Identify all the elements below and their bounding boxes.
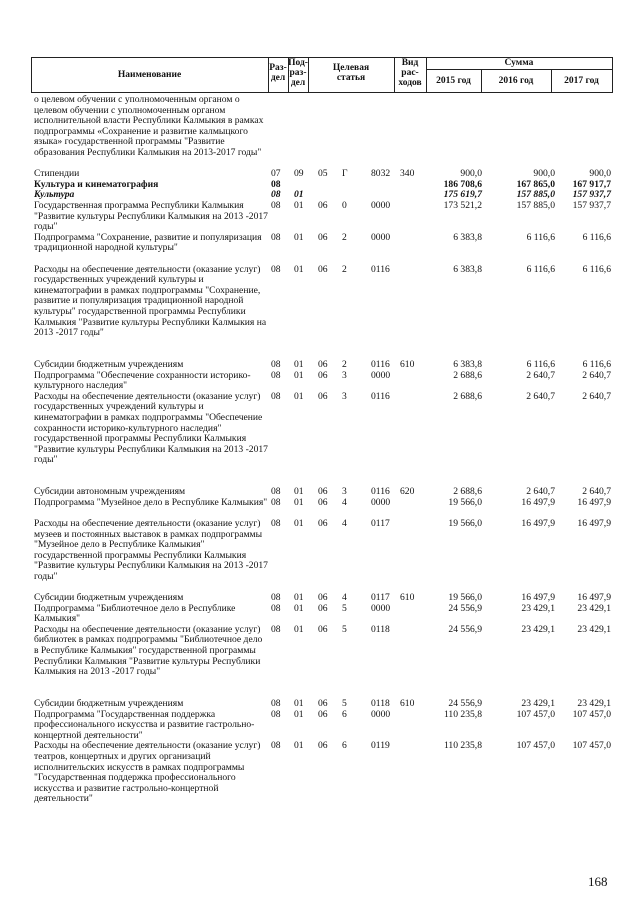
cell-b: 2 (342, 358, 347, 370)
cell-s3: 107 457,0 (572, 708, 611, 720)
header-2015: 2015 год (436, 76, 471, 86)
table-row (0, 95, 640, 169)
row-name: Подпрограмма "Музейное дело в Республике Калмыкия" (34, 496, 268, 508)
cell-s1: 2 688,6 (453, 390, 482, 402)
cell-b: 5 (342, 623, 347, 635)
cell-a: 05 (318, 168, 328, 180)
cell-a: 06 (318, 486, 328, 498)
cell-d: 0119 (371, 740, 390, 752)
row-name: Субсидии автономным учреждениям (34, 486, 186, 498)
cell-s1: 6 383,8 (453, 231, 482, 243)
cell-s1: 175 619,7 (443, 189, 482, 201)
cell-r: 08 (271, 178, 281, 190)
cell-s3: 23 429,1 (577, 698, 611, 710)
cell-r: 08 (271, 231, 281, 243)
table-row (0, 233, 640, 265)
cell-b: 4 (342, 517, 347, 529)
cell-r: 08 (271, 369, 281, 381)
cell-v: 610 (400, 698, 415, 710)
header-sum: Сумма (504, 58, 534, 68)
cell-p: 01 (294, 602, 304, 614)
cell-v: 340 (400, 168, 415, 180)
table-body (0, 95, 640, 816)
row-name: Субсидии бюджетным учреждениям (34, 698, 184, 710)
cell-s1: 24 556,9 (448, 698, 482, 710)
cell-p: 01 (294, 623, 304, 635)
cell-b: 0 (342, 199, 347, 211)
cell-p: 09 (294, 168, 304, 180)
cell-p: 01 (294, 698, 304, 710)
cell-b: 2 (342, 263, 347, 275)
cell-b: 4 (342, 496, 347, 508)
cell-s2: 23 429,1 (521, 698, 555, 710)
cell-a: 06 (318, 708, 328, 720)
header-2017: 2017 год (564, 76, 599, 86)
cell-s3: 2 640,7 (582, 390, 611, 402)
cell-s2: 23 429,1 (521, 623, 555, 635)
cell-b: Г (342, 168, 348, 180)
cell-a: 06 (318, 369, 328, 381)
cell-d: 0000 (371, 231, 391, 243)
cell-s3: 6 116,6 (582, 263, 611, 275)
cell-s3: 23 429,1 (577, 623, 611, 635)
cell-s2: 157 885,0 (516, 189, 555, 201)
cell-s1: 6 383,8 (453, 263, 482, 275)
cell-s3: 167 917,7 (572, 178, 611, 190)
cell-d: 0000 (371, 602, 391, 614)
cell-s3: 16 497,9 (577, 592, 611, 604)
table-row (0, 625, 640, 699)
cell-s1: 19 566,0 (448, 517, 482, 529)
cell-d: 8032 (371, 168, 391, 180)
row-name: Расходы на обеспечение деятельности (оказание услуг) музеев и постоянных выставок в рамках подпрограммы "Музейное дело в Республике Калмыкия" государственной программы Республики Калмыкия "Развитие культуры Республики Калмыкия на 2013 -2017 годы" (34, 517, 268, 582)
cell-p: 01 (294, 592, 304, 604)
cell-r: 08 (271, 496, 281, 508)
cell-b: 6 (342, 740, 347, 752)
row-name: Расходы на обеспечение деятельности (оказание услуг) государственных учреждений культуры и кинематографии в рамках подпрограммы "Обеспечение сохранности историко-культурного наследия" государственной программы Республики Калмыкия "Развитие культуры Республики Калмыкия на 2013 -2017 годы" (34, 390, 268, 466)
cell-s2: 16 497,9 (521, 496, 555, 508)
cell-p: 01 (294, 517, 304, 529)
cell-p: 01 (294, 189, 304, 201)
cell-r: 08 (271, 263, 281, 275)
table-header (31, 57, 613, 93)
cell-d: 0000 (371, 708, 391, 720)
row-name: Подпрограмма "Библиотечное дело в Республике Калмыкия" (34, 602, 236, 625)
cell-s1: 2 688,6 (453, 486, 482, 498)
cell-s3: 107 457,0 (572, 740, 611, 752)
cell-a: 06 (318, 199, 328, 211)
row-name: Субсидии бюджетным учреждениям (34, 592, 184, 604)
table-row (0, 371, 640, 392)
cell-d: 0000 (371, 199, 391, 211)
cell-s3: 16 497,9 (577, 496, 611, 508)
cell-p: 01 (294, 708, 304, 720)
cell-s1: 110 235,8 (443, 708, 482, 720)
cell-d: 0116 (371, 486, 390, 498)
cell-s2: 16 497,9 (521, 592, 555, 604)
cell-s2: 6 116,6 (526, 231, 555, 243)
cell-p: 01 (294, 263, 304, 275)
cell-d: 0117 (371, 592, 390, 604)
cell-d: 0116 (371, 358, 390, 370)
table-row (0, 265, 640, 360)
cell-s1: 24 556,9 (448, 602, 482, 614)
cell-s2: 2 640,7 (526, 486, 555, 498)
cell-a: 06 (318, 517, 328, 529)
cell-a: 06 (318, 698, 328, 710)
cell-a: 06 (318, 592, 328, 604)
cell-b: 3 (342, 369, 347, 381)
cell-s2: 107 457,0 (516, 740, 555, 752)
cell-b: 3 (342, 486, 347, 498)
table-row (0, 201, 640, 233)
table-row (0, 710, 640, 742)
cell-a: 06 (318, 496, 328, 508)
cell-v: 610 (400, 358, 415, 370)
cell-s3: 157 937,7 (572, 199, 611, 211)
cell-s3: 2 640,7 (582, 369, 611, 381)
cell-p: 01 (294, 496, 304, 508)
cell-d: 0118 (371, 623, 390, 635)
cell-a: 06 (318, 602, 328, 614)
cell-p: 01 (294, 369, 304, 381)
cell-r: 08 (271, 592, 281, 604)
cell-s3: 23 429,1 (577, 602, 611, 614)
cell-b: 2 (342, 231, 347, 243)
cell-r: 08 (271, 189, 281, 201)
cell-s1: 19 566,0 (448, 592, 482, 604)
cell-r: 08 (271, 623, 281, 635)
cell-p: 01 (294, 231, 304, 243)
cell-r: 08 (271, 486, 281, 498)
cell-s2: 6 116,6 (526, 358, 555, 370)
table-row (0, 392, 640, 487)
cell-p: 01 (294, 390, 304, 402)
header-target: Целевая статья (332, 63, 370, 83)
row-name: Подпрограмма "Сохранение, развитие и популяризация традиционной народной культуры" (34, 231, 262, 254)
cell-p: 01 (294, 358, 304, 370)
header-2016: 2016 год (498, 76, 534, 86)
row-name: Культура (34, 189, 75, 201)
cell-s3: 6 116,6 (582, 358, 611, 370)
cell-s3: 157 937,7 (572, 189, 611, 201)
table-row (0, 498, 640, 519)
cell-r: 08 (271, 698, 281, 710)
row-name: Субсидии бюджетным учреждениям (34, 358, 184, 370)
cell-p: 01 (294, 199, 304, 211)
cell-a: 06 (318, 740, 328, 752)
cell-d: 0116 (371, 263, 390, 275)
cell-b: 4 (342, 592, 347, 604)
cell-r: 08 (271, 358, 281, 370)
cell-a: 06 (318, 231, 328, 243)
cell-d: 0117 (371, 517, 390, 529)
header-vid: Вид рас- ходов (398, 58, 422, 88)
cell-s3: 6 116,6 (582, 231, 611, 243)
cell-s1: 6 383,8 (453, 358, 482, 370)
cell-p: 01 (294, 486, 304, 498)
cell-s2: 23 429,1 (521, 602, 555, 614)
cell-v: 620 (400, 486, 415, 498)
cell-b: 5 (342, 698, 347, 710)
cell-s2: 2 640,7 (526, 390, 555, 402)
cell-p: 01 (294, 740, 304, 752)
cell-s1: 24 556,9 (448, 623, 482, 635)
cell-s2: 900,0 (533, 168, 555, 180)
cell-b: 5 (342, 602, 347, 614)
table-row (0, 519, 640, 593)
row-name: Расходы на обеспечение деятельности (оказание услуг) государственных учреждений культуры и кинематографии в рамках подпрограммы "Сохранение, развитие и популяризация традиционной народной культуры" государственной программы Республики Калмыкия "Развитие культуры Республики Калмыкия на 2013 -2017 годы" (34, 263, 267, 339)
header-podrazdel: Под- раз- дел (288, 58, 308, 88)
table-row (0, 604, 640, 625)
cell-s3: 900,0 (589, 168, 611, 180)
cell-r: 08 (271, 740, 281, 752)
cell-s1: 2 688,6 (453, 369, 482, 381)
cell-s1: 173 521,2 (443, 199, 482, 211)
cell-r: 08 (271, 708, 281, 720)
header-razdel: Раз- дел (269, 63, 287, 83)
cell-d: 0000 (371, 369, 391, 381)
cell-s2: 157 885,0 (516, 199, 555, 211)
cell-v: 610 (400, 592, 415, 604)
cell-r: 08 (271, 602, 281, 614)
cell-r: 07 (271, 168, 281, 180)
cell-s2: 167 865,0 (516, 178, 555, 190)
row-name: Культура и кинематография (34, 178, 159, 190)
cell-s1: 900,0 (460, 168, 482, 180)
cell-s2: 6 116,6 (526, 263, 555, 275)
cell-s2: 2 640,7 (526, 369, 555, 381)
cell-a: 06 (318, 358, 328, 370)
row-name: Подпрограмма "Обеспечение сохранности историко-культурного наследия" (34, 369, 251, 392)
row-name: о целевом обучении с уполномоченным органом о целевом обучении с уполномоченным органом исполнительной власти Республики Калмыкия в рамках подпрограммы «Сохранение и развитие калмыцкого языка» государственной программы "Развитие образования Республики Калмыкия на 2013-2017 годы" (34, 94, 264, 158)
cell-r: 08 (271, 390, 281, 402)
table-row (0, 360, 640, 371)
cell-s2: 107 457,0 (516, 708, 555, 720)
header-name: Наименование (117, 70, 182, 80)
cell-d: 0000 (371, 496, 391, 508)
row-name: Государственная программа Республики Калмыкия "Развитие культуры Республики Калмыкия на 2013 -2017 годы" (34, 199, 268, 233)
cell-r: 08 (271, 199, 281, 211)
cell-r: 08 (271, 517, 281, 529)
cell-s2: 16 497,9 (521, 517, 555, 529)
cell-s1: 186 708,6 (443, 178, 482, 190)
page-number: 168 (588, 874, 608, 889)
cell-s1: 110 235,8 (443, 740, 482, 752)
cell-s3: 2 640,7 (582, 486, 611, 498)
cell-d: 0116 (371, 390, 390, 402)
cell-s3: 16 497,9 (577, 517, 611, 529)
cell-b: 3 (342, 390, 347, 402)
table-row (0, 741, 640, 815)
cell-d: 0118 (371, 698, 390, 710)
row-name: Стипендии (34, 168, 80, 180)
cell-b: 6 (342, 708, 347, 720)
cell-a: 06 (318, 263, 328, 275)
cell-s1: 19 566,0 (448, 496, 482, 508)
row-name: Подпрограмма "Государственная поддержка профессионального искусства и развитие гастрольно-концертной деятельности" (34, 708, 255, 741)
row-name: Расходы на обеспечение деятельности (оказание услуг) библиотек в рамках подпрограммы "Библиотечное дело в Республике Калмыкия" государственной программы Республики Калмыкия "Развитие культуры Республики Калмыкия на 2013 -2017 годы" (34, 623, 263, 678)
row-name: Расходы на обеспечение деятельности (оказание услуг) театров, концертных и других организаций исполнительских искусств в рамках подпрограммы "Государственная поддержка профессионального искусства и развитие гастрольно-концертной деятельности" (34, 740, 261, 805)
cell-a: 06 (318, 390, 328, 402)
cell-a: 06 (318, 623, 328, 635)
